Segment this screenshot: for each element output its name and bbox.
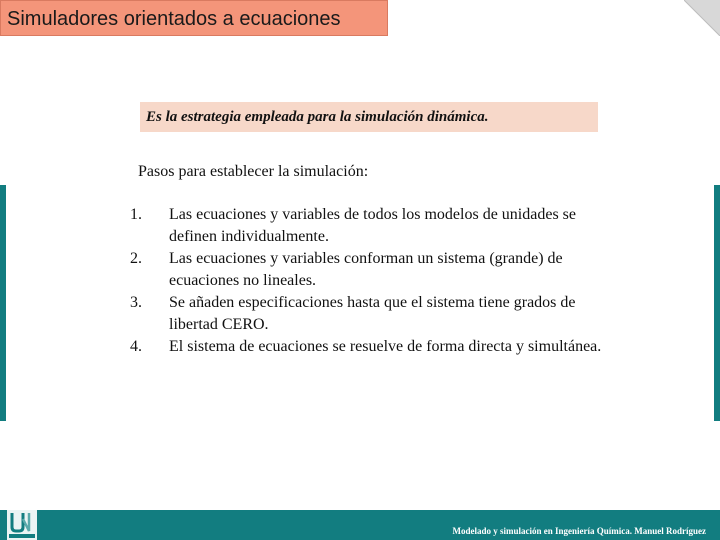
step-number: 2. [130, 250, 142, 267]
step-text: El sistema de ecuaciones se resuelve de forma directa y simultánea. [169, 338, 602, 355]
list-item [130, 248, 620, 292]
steps-list [130, 204, 620, 358]
step-number: 4. [130, 338, 142, 355]
step-text: Se añaden especificaciones hasta que el sistema tiene grados de libertad CERO. [169, 294, 576, 333]
step-text: Las ecuaciones y variables conforman un sistema (grande) de ecuaciones no lineales. [169, 250, 563, 289]
right-accent-bar [714, 185, 720, 421]
diquima-logo-icon [7, 510, 37, 540]
step-text: Las ecuaciones y variables de todos los modelos de unidades se definen individualmente. [169, 206, 576, 245]
highlight-statement: Es la estrategia empleada para la simulación dinámica. [140, 102, 598, 132]
step-number: 1. [130, 206, 142, 223]
list-item [130, 336, 620, 358]
steps-heading: Pasos para establecer la simulación: [138, 163, 369, 180]
slide-title: Simuladores orientados a ecuaciones [0, 0, 388, 36]
footer-credit: Modelado y simulación en Ingeniería Química. Manuel Rodríguez [452, 526, 706, 536]
list-item [130, 292, 620, 336]
step-number: 3. [130, 294, 142, 311]
left-accent-bar [0, 185, 6, 421]
page-corner-fold-icon [684, 0, 720, 36]
list-item [130, 204, 620, 248]
